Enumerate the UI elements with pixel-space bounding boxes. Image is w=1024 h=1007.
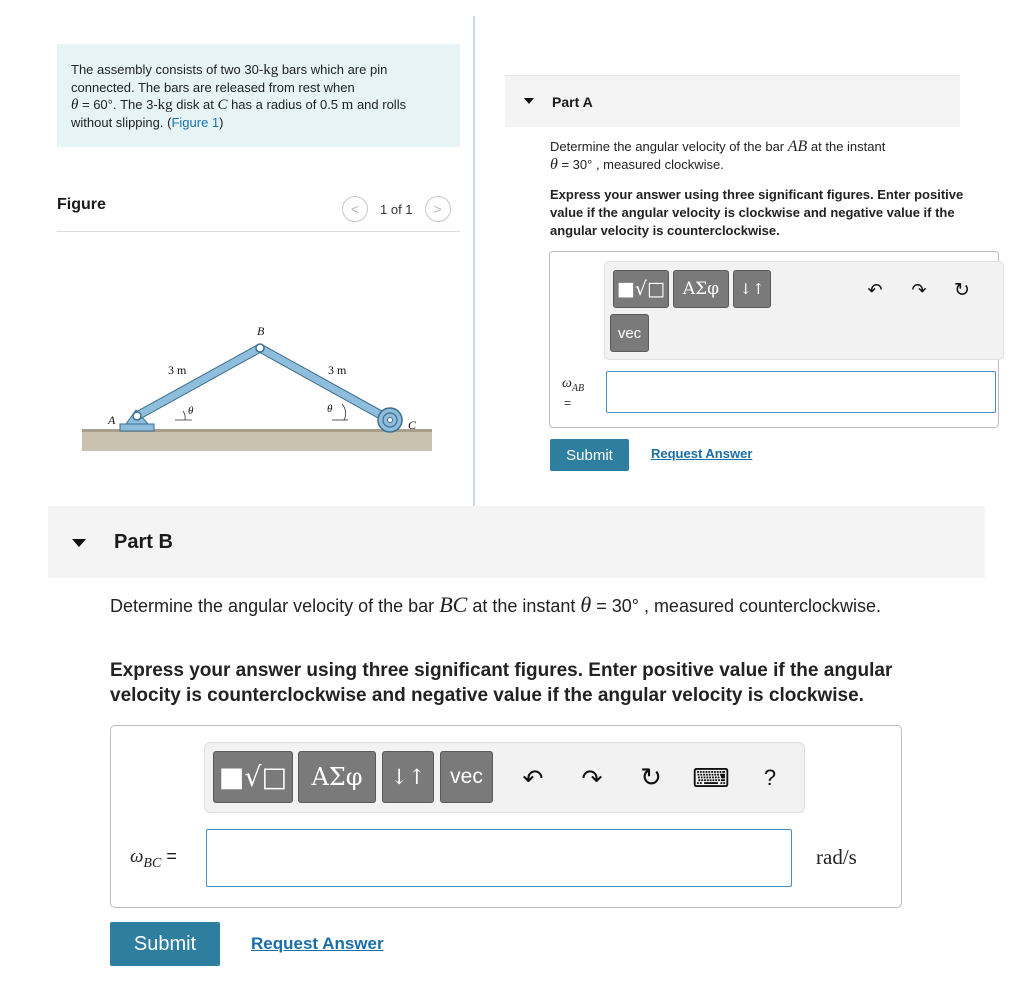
part-a-header[interactable] — [505, 75, 960, 127]
question-text: at the instant — [467, 596, 581, 616]
panel-divider — [473, 16, 475, 506]
redo-icon[interactable]: ↷ — [581, 763, 603, 793]
omega-subscript: AB — [571, 382, 585, 394]
angle-arc-right — [342, 404, 346, 420]
chevron-right-icon: > — [433, 201, 442, 217]
bar-ab-fill — [137, 348, 260, 416]
part-b-answer-label — [130, 846, 177, 872]
reset-icon[interactable]: ↻ — [640, 763, 662, 793]
problem-theta: θ — [71, 97, 79, 113]
figure-pager — [342, 196, 451, 222]
figure-title: Figure — [57, 196, 106, 213]
problem-text: has a radius of 0.5 — [227, 97, 342, 112]
greek-symbols-button[interactable] — [298, 751, 376, 803]
problem-unit-m: m — [341, 97, 354, 113]
label-theta-left: θ — [188, 405, 194, 417]
problem-text: . The 3- — [112, 97, 158, 112]
part-b-instructions: Express your answer using three significant figures. Enter positive value if the angular velocity is counterclockwise and negative value if the angular velocity is clockwise. — [110, 660, 893, 706]
undo-icon[interactable]: ↶ — [867, 279, 883, 301]
swap-arrows-icon: ↓↑ — [390, 765, 426, 789]
greek-label: ΑΣφ — [682, 279, 720, 299]
problem-statement — [57, 44, 460, 147]
undo-icon[interactable]: ↶ — [522, 763, 544, 793]
part-a-equals: = — [564, 396, 572, 410]
greek-label: ΑΣφ — [311, 763, 363, 791]
chevron-left-icon: < — [350, 201, 360, 217]
label-theta-right: θ — [327, 403, 333, 415]
pin-a — [133, 412, 141, 420]
prev-figure-button[interactable] — [342, 196, 368, 222]
problem-point-c: C — [217, 97, 228, 113]
support-base — [120, 424, 154, 431]
arrows-button[interactable] — [382, 751, 434, 803]
part-a-question — [550, 138, 970, 174]
question-theta-value: = 30° — [591, 596, 639, 616]
question-theta: θ — [550, 156, 558, 173]
question-bar: AB — [787, 138, 808, 155]
problem-theta-value: = 60° — [78, 97, 113, 112]
problem-text: bars which are pin connected. The bars are released from rest when — [71, 62, 388, 95]
part-b-header[interactable] — [48, 506, 985, 578]
problem-text: disk at — [172, 97, 218, 112]
label-a: A — [108, 413, 116, 427]
swap-arrows-icon: ↓↑ — [739, 280, 765, 298]
angle-arc-left — [183, 411, 185, 420]
ground — [82, 431, 432, 451]
omega-symbol: ω — [130, 846, 144, 867]
arrows-button[interactable] — [733, 270, 771, 308]
templates-button[interactable] — [213, 751, 293, 803]
figure-page-count: 1 of 1 — [380, 201, 413, 217]
question-theta-value: = 30° — [557, 157, 593, 172]
problem-text: The assembly consists of two 30- — [71, 62, 264, 77]
redo-icon[interactable]: ↷ — [911, 279, 927, 301]
question-text: Determine the angular velocity of the bar — [110, 596, 440, 616]
collapse-caret-icon — [72, 539, 86, 547]
vec-label: vec — [617, 324, 642, 342]
part-b-title: Part B — [114, 531, 173, 553]
pin-b — [256, 344, 264, 352]
question-text: at the instant — [807, 139, 886, 154]
part-b-answer-input[interactable] — [206, 829, 792, 887]
part-a-title: Part A — [552, 94, 593, 110]
help-icon[interactable]: ? — [763, 765, 777, 790]
keyboard-icon[interactable]: ⌨ — [692, 764, 730, 794]
omega-symbol: ω — [562, 376, 572, 391]
templates-icon: ■√□ — [218, 761, 288, 793]
problem-unit-kg: kg — [263, 62, 279, 78]
next-figure-button[interactable] — [425, 196, 451, 222]
vector-button[interactable] — [610, 314, 649, 352]
problem-text: and rolls without slipping. ( — [71, 97, 407, 130]
problem-text: ) — [219, 115, 224, 130]
figure-divider — [57, 231, 460, 232]
part-a-instructions: Express your answer using three significant figures. Enter positive value if the angular velocity is clockwise and negative value if the angular velocity is counterclockwise. — [550, 187, 964, 238]
part-a-request-answer-link[interactable]: Request Answer — [651, 446, 753, 461]
bar-bc-fill — [260, 348, 390, 420]
question-text: , measured clockwise. — [592, 157, 724, 172]
label-c: C — [408, 418, 417, 432]
mechanism-figure — [80, 318, 440, 458]
templates-button[interactable] — [613, 270, 669, 308]
problem-unit-kg: kg — [157, 97, 173, 113]
vector-button[interactable] — [440, 751, 493, 803]
question-theta: θ — [580, 592, 592, 617]
label-length-left: 3 m — [168, 363, 187, 377]
label-length-right: 3 m — [328, 363, 347, 377]
part-a-answer-label — [562, 376, 584, 397]
part-b-submit-button[interactable]: Submit — [110, 922, 220, 966]
templates-icon: ■√□ — [616, 278, 665, 300]
reset-icon[interactable]: ↻ — [954, 279, 970, 301]
greek-symbols-button[interactable] — [673, 270, 729, 308]
omega-subscript: BC — [143, 855, 162, 871]
collapse-caret-icon — [524, 98, 534, 104]
disk-c-hub — [388, 418, 393, 423]
label-b: B — [257, 324, 265, 338]
vec-label: vec — [450, 765, 483, 788]
part-b-question — [110, 592, 930, 619]
part-b-equals: = — [161, 846, 177, 866]
question-text: , measured counterclockwise. — [638, 596, 882, 616]
part-b-unit: rad/s — [816, 845, 857, 869]
part-a-submit-button[interactable]: Submit — [550, 439, 629, 471]
figure-link[interactable]: Figure 1 — [171, 115, 220, 130]
question-bar: BC — [439, 592, 468, 617]
part-a-answer-input[interactable] — [606, 371, 996, 413]
part-b-request-answer-link[interactable]: Request Answer — [251, 934, 384, 953]
question-text: Determine the angular velocity of the bar — [550, 139, 788, 154]
